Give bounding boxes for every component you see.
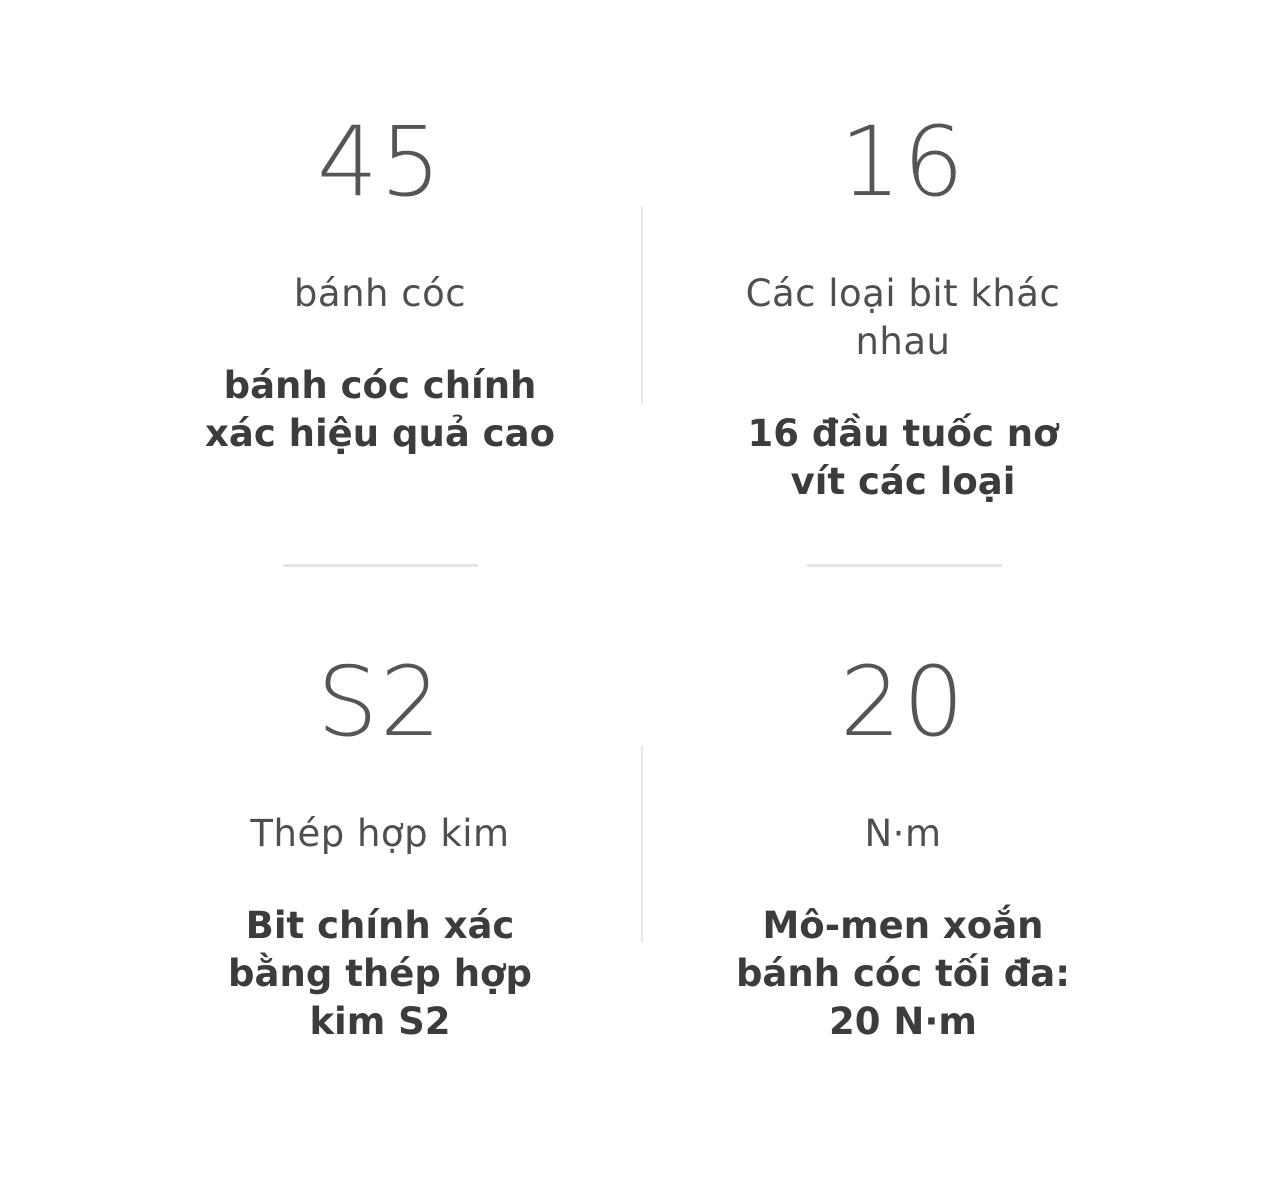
spec-description-line-2: bánh cóc tối đa:: [735, 952, 1071, 995]
spec-unit: Thép hợp kim: [250, 812, 510, 855]
spec-alloy-steel: [190, 0, 570, 1177]
spec-unit-line-2: nhau: [855, 320, 951, 363]
spec-value: 20: [839, 646, 967, 758]
spec-description-line-2: vít các loại: [790, 460, 1016, 503]
spec-description-line-3: kim S2: [309, 1000, 451, 1043]
spec-unit: N·m: [864, 812, 942, 855]
vertical-divider-bottom: [641, 746, 643, 942]
spec-description-line-1: Mô-men xoắn: [762, 904, 1044, 947]
spec-description-line-3: 20 N·m: [829, 1000, 977, 1043]
spec-value: S2: [316, 646, 443, 758]
spec-max-torque: [713, 0, 1093, 1177]
spec-value: 45: [316, 106, 444, 218]
spec-description-line-1: 16 đầu tuốc nơ: [747, 412, 1059, 455]
spec-unit-line-1: Các loại bit khác: [745, 272, 1061, 315]
spec-description-line-1: Bit chính xác: [245, 904, 515, 947]
vertical-divider-top: [641, 207, 643, 403]
spec-unit: bánh cóc: [293, 272, 467, 315]
spec-description-line-1: bánh cóc chính: [223, 364, 537, 407]
spec-description-line-2: xác hiệu quả cao: [205, 412, 555, 455]
spec-value: 16: [839, 106, 967, 218]
spec-description-line-2: bằng thép hợp: [228, 952, 532, 995]
